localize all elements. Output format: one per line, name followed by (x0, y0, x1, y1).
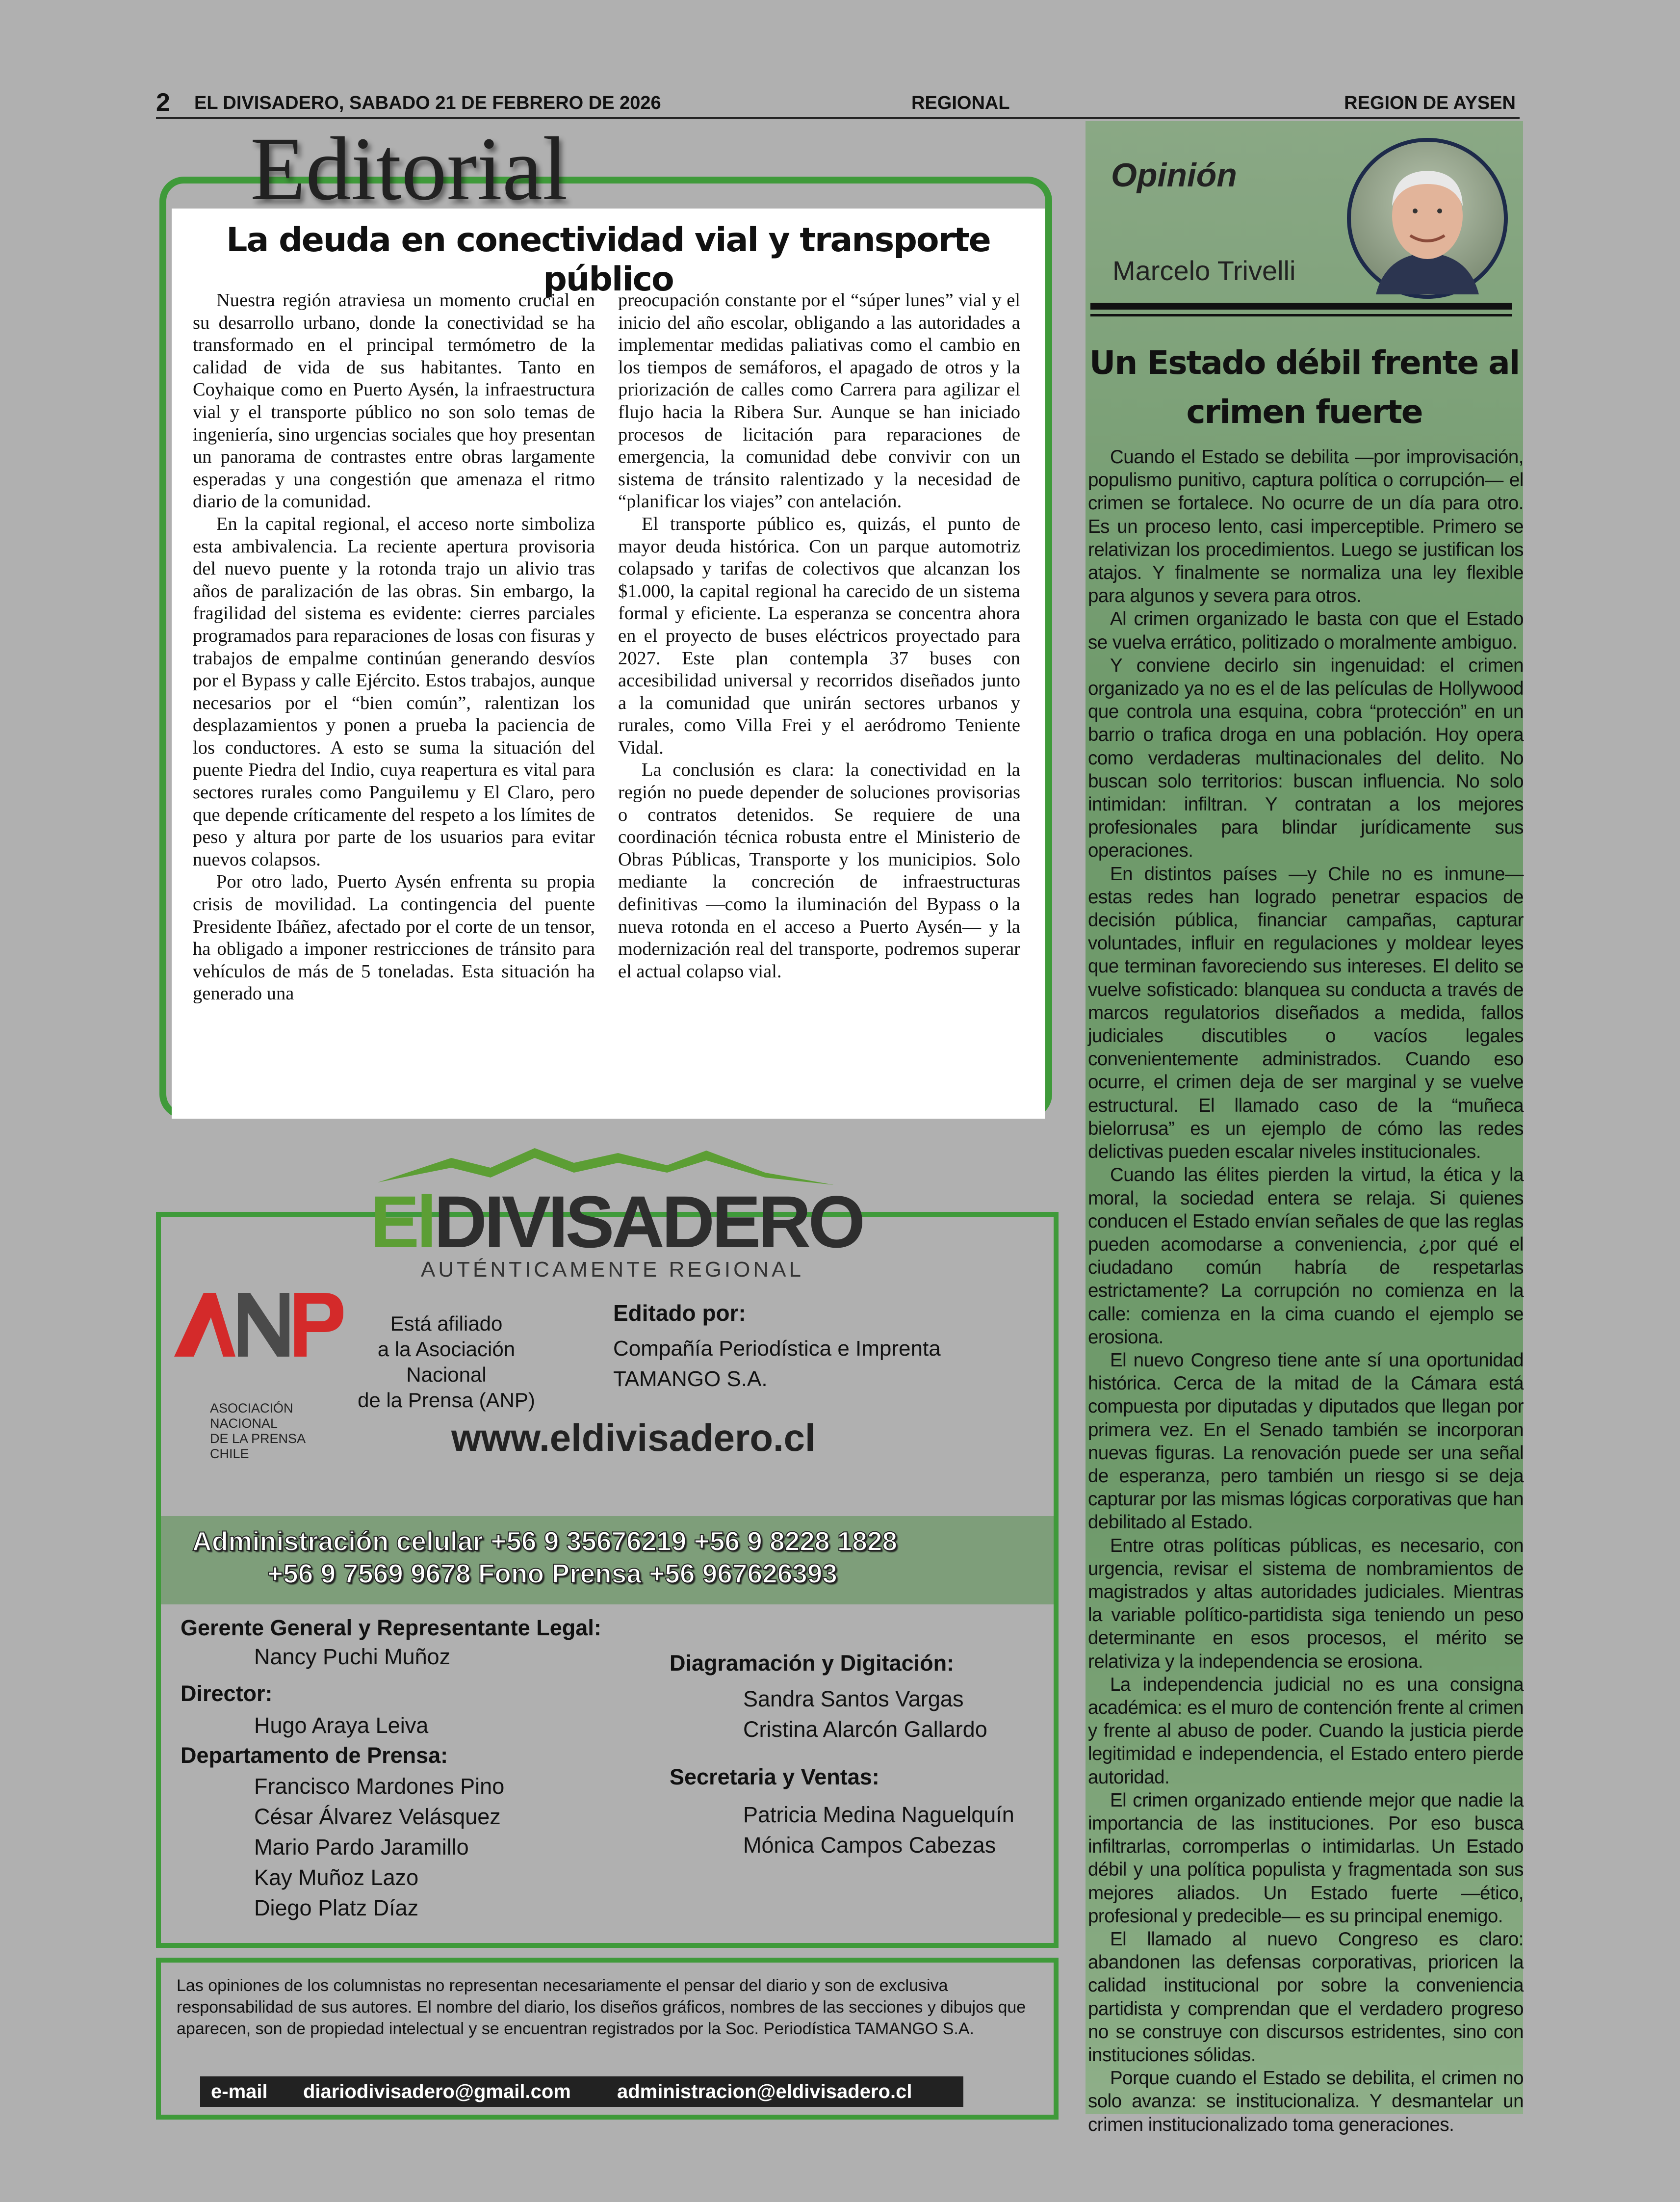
paragraph: preocupación constante por el “súper lunes” vial y el inicio del año escolar, obligando a las autoridades a implementar medidas paliativas como el cambio en los tiempos de semáforos, el apagado de otros y la priorización de calles como Carrera para agilizar el flujo hacia la Ribera Sur. Aunque se han iniciado procesos de licitación para reparaciones de emergencia, la comunidad debe convivir con un sistema de tránsito ralentizado y la necesidad de “planificar los viajes” con antelación. (618, 290, 1020, 512)
region-name: REGION DE AYSEN (1344, 93, 1516, 113)
paragraph: Nuestra región atraviesa un momento crucial en su desarrollo urbano, donde la conectividad se ha transformado en el principal termómetro de la calidad de vida de sus habitantes. Tanto en Coyhaique como en Puerto Aysén, la infraestructura vial y el transporte público no son solo temas de ingeniería, sino urgencias sociales que hoy presentan un panorama de contrastes entre obras largamente esperadas y una congestión que amenaza el ritmo diario de la comunidad. (193, 290, 595, 512)
sales-list (743, 1800, 1014, 1861)
paragraph: Cuando las élites pierden la virtud, la ética y la moral, la sociedad entera se relaja. Si quienes conducen el Estado envían señales de que las reglas pueden acomodarse a conveniencia, ¿por qué el ciudadano común habría de respetarlas estrictamente? La corrupción no comienza en la calle: comienza en la cima cuando el ejemplo se erosiona. (1088, 1164, 1524, 1348)
opinion-label: Opinión (1111, 157, 1237, 194)
director-name: Hugo Araya Leiva (254, 1713, 429, 1738)
list-item: Diego Platz Díaz (254, 1895, 419, 1920)
paragraph: En distintos países —y Chile no es inmune— estas redes han logrado penetrar espacios de decisión pública, financiar campañas, capturar voluntades, influir en regulaciones y moldear leyes que terminan favoreciendo sus intereses. El delito se vuelve sofisticado: blanquea su conducta a través de marcos regulatorios diseñados a medida, fallos judiciales discutibles o vacíos legales convenientemente administrados. Cuando eso ocurre, el crimen deja de ser marginal y se vuelve estructural. El llamado caso de la “muñeca bielorrusa” es un ejemplo de cómo las redes delictivas pueden escalar niveles institucionales. (1088, 863, 1524, 1163)
press-list (254, 1771, 504, 1923)
admin-phones: Administración celular +56 9 35676219 +56 9 8228 1828 (192, 1526, 898, 1556)
edited-by-label: Editado por: (613, 1300, 746, 1326)
email-label: e-mail (211, 2081, 268, 2102)
page-number: 2 (156, 88, 170, 117)
anp-logo-icon (174, 1288, 343, 1366)
paragraph: Cuando el Estado se debilita —por improvisación, populismo punitivo, captura política o corrupción— el crimen se fortalece. No ocurre de un día para otro. Es un proceso lento, casi imperceptible. Primero se relativizan los procedimientos. Luego se justifican los atajos. Y finalmente se normaliza una ley flexible para algunos y severa para otros. (1088, 446, 1524, 607)
paragraph: Al crimen organizado le basta con que el Estado se vuelva errático, politizado o moralmente ambiguo. (1088, 608, 1524, 653)
opinion-body (1088, 446, 1524, 2136)
paragraph: El transporte público es, quizás, el punto de mayor deuda histórica. Con un parque automotriz colapsado y tarifas de colectivos que alcanzan los $1.000, la capital regional ha carecido de un sistema formal y eficiente. La esperanza se concentra ahora en el proyecto de buses eléctricos proyectado para 2027. Este plan contempla 37 buses con accesibilidad universal y recorridos diseñados junto a la comunidad que unirán sectores urbanos y rurales, como Villa Frei y el aeródromo Teniente Vidal. (618, 513, 1020, 758)
paragraph: En la capital regional, el acceso norte simboliza esta ambivalencia. La reciente apertura provisoria del nuevo puente y la rotonda trajo un alivio tras años de paralización de las obras. Sin embargo, la fragilidad del sistema es evidente: cierres parciales programados para reparaciones de losas con fisuras y trabajos de empalme continúan generando desvíos por el Bypass y calle Ejército. Estos trabajos, aunque necesarios por el “bien común”, ralentizan los desplazamientos y ponen a prueba la paciencia de los conductores. A esto se suma la situación del puente Piedra del Indio, cuya reapertura es vital para sectores rurales como Panguilemu y El Claro, pero que depende críticamente del respeto a los límites de peso y altura por parte de los usuarios para evitar nuevos colapsos. (193, 513, 595, 870)
press-label: Departamento de Prensa: (181, 1743, 448, 1768)
list-item: Kay Muñoz Lazo (254, 1865, 419, 1890)
paragraph: El crimen organizado entiende mejor que nadie la importancia de las instituciones. Por eso busca infiltrarlas, corromperlas o intimidarlas. Un Estado débil y una política populista y fragmentada son sus mejores aliados. Un Estado fuerte —ético, profesional y predecible— es su principal enemigo. (1088, 1789, 1524, 1927)
paragraph: Y conviene decirlo sin ingenuidad: el crimen organizado ya no es el de las películas de Hollywood que controla una esquina, cobra “protección” en un barrio o trafica droga en una población. Hoy opera como verdaderas multinacionales del delito. No buscan solo territorios: buscan influencia. No solo intimidan: infiltran. Y contratan a los mejores profesionales para blindar jurídicamente sus operaciones. (1088, 655, 1524, 862)
list-item: Sandra Santos Vargas (743, 1686, 964, 1711)
author-photo-icon (1346, 137, 1508, 299)
editorial-column-1 (193, 289, 595, 1005)
anp-caption: ASOCIACIÓN NACIONAL DE LA PRENSA CHILE (210, 1401, 306, 1461)
divider (1090, 314, 1512, 316)
list-item: Mónica Campos Cabezas (743, 1833, 996, 1858)
director-label: Director: (181, 1681, 273, 1706)
masthead-tagline: AUTÉNTICAMENTE REGIONAL (421, 1258, 804, 1282)
email-bar (200, 2076, 963, 2107)
editorial-label: Editorial (250, 119, 568, 219)
paragraph: La conclusión es clara: la conectividad en la región no puede depender de soluciones provisorias o contratos detenidos. Se requiere de una coordinación técnica robusta entre el Ministerio de Obras Públicas, Transporte y los municipios. Solo mediante la concreción de infraestructuras definitivas —como la iluminación del Bypass o la nueva rotonda en el acceso a Puerto Aysén— y la modernización real del transporte, podremos superar el actual colapso vial. (618, 760, 1020, 982)
list-item: César Álvarez Velásquez (254, 1804, 501, 1829)
gm-label: Gerente General y Representante Legal: (181, 1615, 601, 1640)
opinion-author: Marcelo Trivelli (1112, 255, 1296, 286)
editorial-column-2 (618, 289, 1020, 983)
affiliation-text: Está afiliado a la Asociación Nacional de la Prensa (ANP) (358, 1312, 535, 1412)
website-link[interactable]: www.eldivisadero.cl (451, 1416, 816, 1459)
paragraph: El nuevo Congreso tiene ante sí una oportunidad histórica. Cerca de la mitad de la Cámara está compuesta por diputadas y diputados que llegan por primera vez. En el Senado también se incorporan nuevas figuras. La renovación puede ser una señal de esperanza, pero también un riesgo si se deja capturar por las mismas lógicas corporativas que han debilitado al Estado. (1088, 1349, 1524, 1533)
edited-by-value: Compañía Periodística e Imprenta TAMANGO S.A. (613, 1337, 941, 1391)
gm-name: Nancy Puchi Muñoz (254, 1644, 451, 1669)
masthead-logo (370, 1182, 862, 1261)
opinion-title: Un Estado débil frente al crimen fuerte (1089, 344, 1520, 431)
layout-label: Diagramación y Digitación: (670, 1651, 955, 1676)
disclaimer-text: Las opiniones de los columnistas no representan necesariamente el pensar del diario y son de exclusiva responsabilidad de sus autores. El nombre del diario, los diseños gráficos, nombres de las secciones y dibujos que aparecen, son de propiedad intelectual y se encuentran registrados por la Soc. Periodística TAMANGO S.A. (177, 1976, 1026, 2038)
divider (1090, 303, 1512, 310)
email-link-1[interactable]: diariodivisadero@gmail.com (303, 2081, 571, 2102)
paragraph: Entre otras políticas públicas, es necesario, con urgencia, revisar el sistema de nombramientos de magistrados y altas autoridades judiciales. Mientras la variable político-partidista siga teniendo un peso determinante en esos procesos, el mérito se relativiza y la independencia se erosiona. (1088, 1535, 1524, 1672)
list-item: Cristina Alarcón Gallardo (743, 1717, 987, 1742)
list-item: Francisco Mardones Pino (254, 1774, 505, 1799)
layout-list (743, 1684, 987, 1745)
editorial-title: La deuda en conectividad vial y transporte público (226, 221, 990, 299)
paragraph: El llamado al nuevo Congreso es claro: abandonen las defensas corporativas, prioricen la calidad institucional por sobre la conveniencia partidista y comprendan que el verdadero progreso no se construye con discursos estridentes, sino con instituciones sólidas. (1088, 1929, 1524, 2066)
paragraph: Porque cuando el Estado se debilita, el crimen no solo avanza: se institucionaliza. Y desmantelar un crimen institucionalizado toma generaciones. (1088, 2068, 1524, 2135)
paragraph: Por otro lado, Puerto Aysén enfrenta su propia crisis de movilidad. La contingencia del puente Presidente Ibáñez, afectado por el corte de un tensor, ha obligado a imponer restricciones de tránsito para vehículos de más de 5 toneladas. Esta situación ha generado una (193, 871, 595, 1004)
email-link-2[interactable]: administracion@eldivisadero.cl (617, 2081, 912, 2102)
sales-label: Secretaria y Ventas: (670, 1764, 879, 1789)
paragraph: La independencia judicial no es una consigna académica: es el muro de contención frente al crimen y frente al abuso de poder. Cuando la justicia pierde legitimidad e independencia, el Estado entero pierde autoridad. (1088, 1674, 1524, 1788)
section-name: REGIONAL (911, 93, 1010, 113)
list-item: Mario Pardo Jaramillo (254, 1835, 469, 1860)
paper-date: EL DIVISADERO, SABADO 21 DE FEBRERO DE 2026 (194, 93, 661, 113)
press-phones: +56 9 7569 9678 Fono Prensa +56 967626393 (267, 1558, 837, 1589)
list-item: Patricia Medina Naguelquín (743, 1802, 1014, 1827)
logo-el: El (370, 1180, 434, 1263)
logo-name: DIVISADERO (434, 1180, 863, 1263)
page-header (156, 88, 1520, 119)
